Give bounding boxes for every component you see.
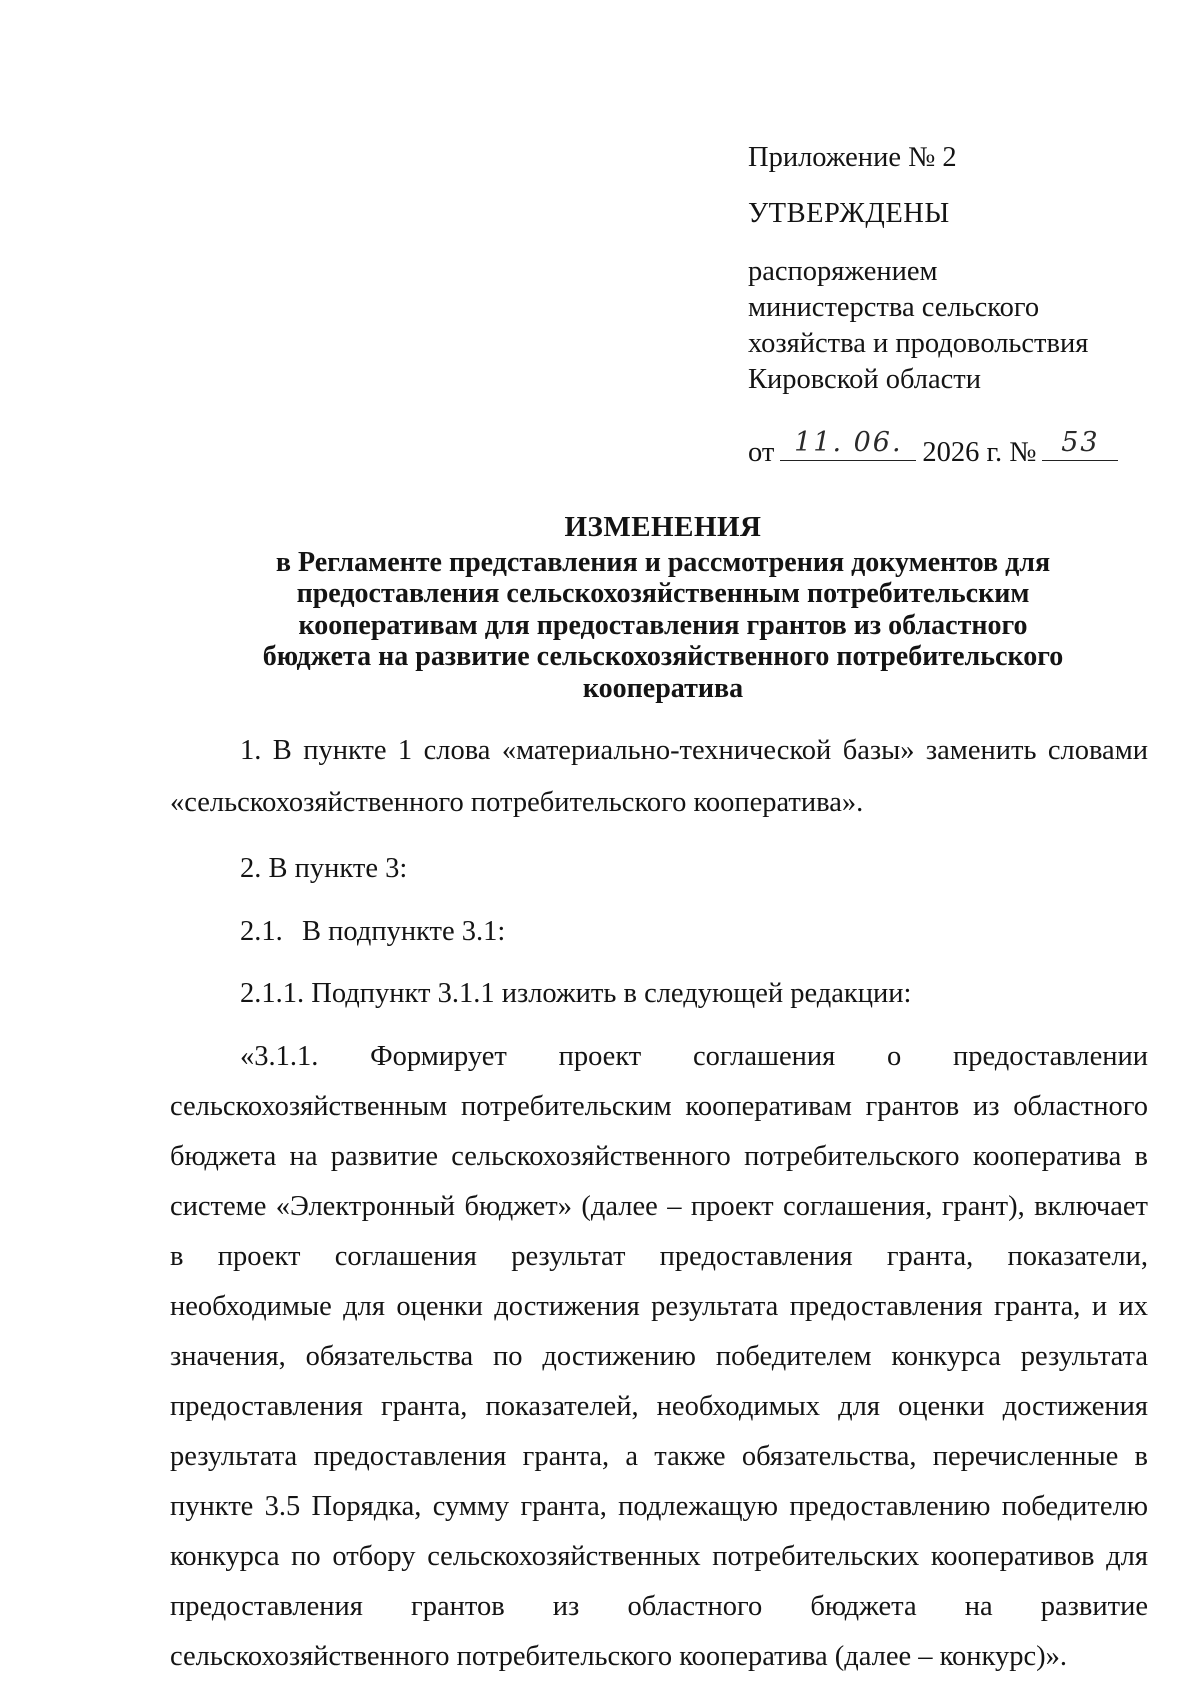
quote-line: предоставления грантов из областного бюджета на развитие <box>170 1591 1148 1622</box>
quote-line: бюджета на развитие сельскохозяйственного потребительского кооператива в <box>170 1141 1148 1172</box>
issuer-block <box>748 254 1168 398</box>
item-number: 2.1. <box>240 916 283 947</box>
title-heading: ИЗМЕНЕНИЯ <box>564 511 762 543</box>
appendix-label: Приложение № 2 <box>748 142 957 173</box>
subtitle-line: предоставления сельскохозяйственным потребительским <box>296 578 1030 609</box>
issuer-line: министерства сельского <box>748 292 1040 323</box>
date-line <box>748 427 1168 474</box>
handwritten-number: 53 <box>1061 427 1100 458</box>
quote-line: результата предоставления гранта, а также обязательства, перечисленные в <box>170 1441 1148 1472</box>
approved-label: УТВЕРЖДЕНЫ <box>748 198 950 229</box>
paragraph-line: 1. В пункте 1 слова «материально-технической базы» заменить словами <box>240 735 1148 766</box>
quote-line: конкурса по отбору сельскохозяйственных потребительских кооперативов для <box>170 1541 1148 1572</box>
item-text: В подпункте 3.1: <box>302 916 506 947</box>
subtitle-line: в Регламенте представления и рассмотрения документов для <box>275 546 1051 578</box>
quote-line: значения, обязательства по достижению победителем конкурса результата <box>170 1341 1148 1372</box>
issuer-line: Кировской области <box>748 364 981 395</box>
quote-line: необходимые для оценки достижения результата предоставления гранта, и их <box>170 1291 1148 1322</box>
approval-block <box>748 140 1168 474</box>
year-label: 2026 г. № <box>922 437 1037 468</box>
paragraph-line: 2. В пункте 3: <box>240 853 408 884</box>
date-prefix: от <box>748 437 775 468</box>
quote-line: сельскохозяйственного потребительского кооператива (далее – конкурс)». <box>170 1641 1067 1672</box>
subtitle-line: бюджета на развитие сельскохозяйственного потребительского <box>262 641 1064 672</box>
quote-line: пункте 3.5 Порядка, сумму гранта, подлежащую предоставлению победителю <box>170 1491 1148 1522</box>
paragraph-line: 2.1.1. Подпункт 3.1.1 изложить в следующей редакции: <box>240 978 912 1009</box>
quote-line: системе «Электронный бюджет» (далее – проект соглашения, грант), включает <box>170 1191 1148 1222</box>
subtitle-line: кооперативам для предоставления грантов из областного <box>298 609 1028 641</box>
issuer-line: распоряжением <box>748 256 938 287</box>
subtitle-line: кооператива <box>582 672 744 704</box>
quote-line: сельскохозяйственным потребительским кооперативам грантов из областного <box>170 1091 1148 1122</box>
quote-line: предоставления гранта, показателей, необходимых для оценки достижения <box>170 1391 1148 1422</box>
number-blank <box>1042 427 1118 461</box>
handwritten-date: 11. 06. <box>794 427 903 458</box>
title-subtitle <box>170 547 1156 705</box>
quote-line: в проект соглашения результат предоставления гранта, показатели, <box>170 1241 1148 1272</box>
paragraph-line <box>170 915 1148 949</box>
quote-line: «3.1.1. Формирует проект соглашения о предоставлении <box>240 1041 1148 1072</box>
paragraph-line: «сельскохозяйственного потребительского кооператива». <box>170 787 864 818</box>
date-blank <box>780 427 916 461</box>
issuer-line: хозяйства и продовольствия <box>748 328 1089 359</box>
document-title <box>170 512 1156 704</box>
